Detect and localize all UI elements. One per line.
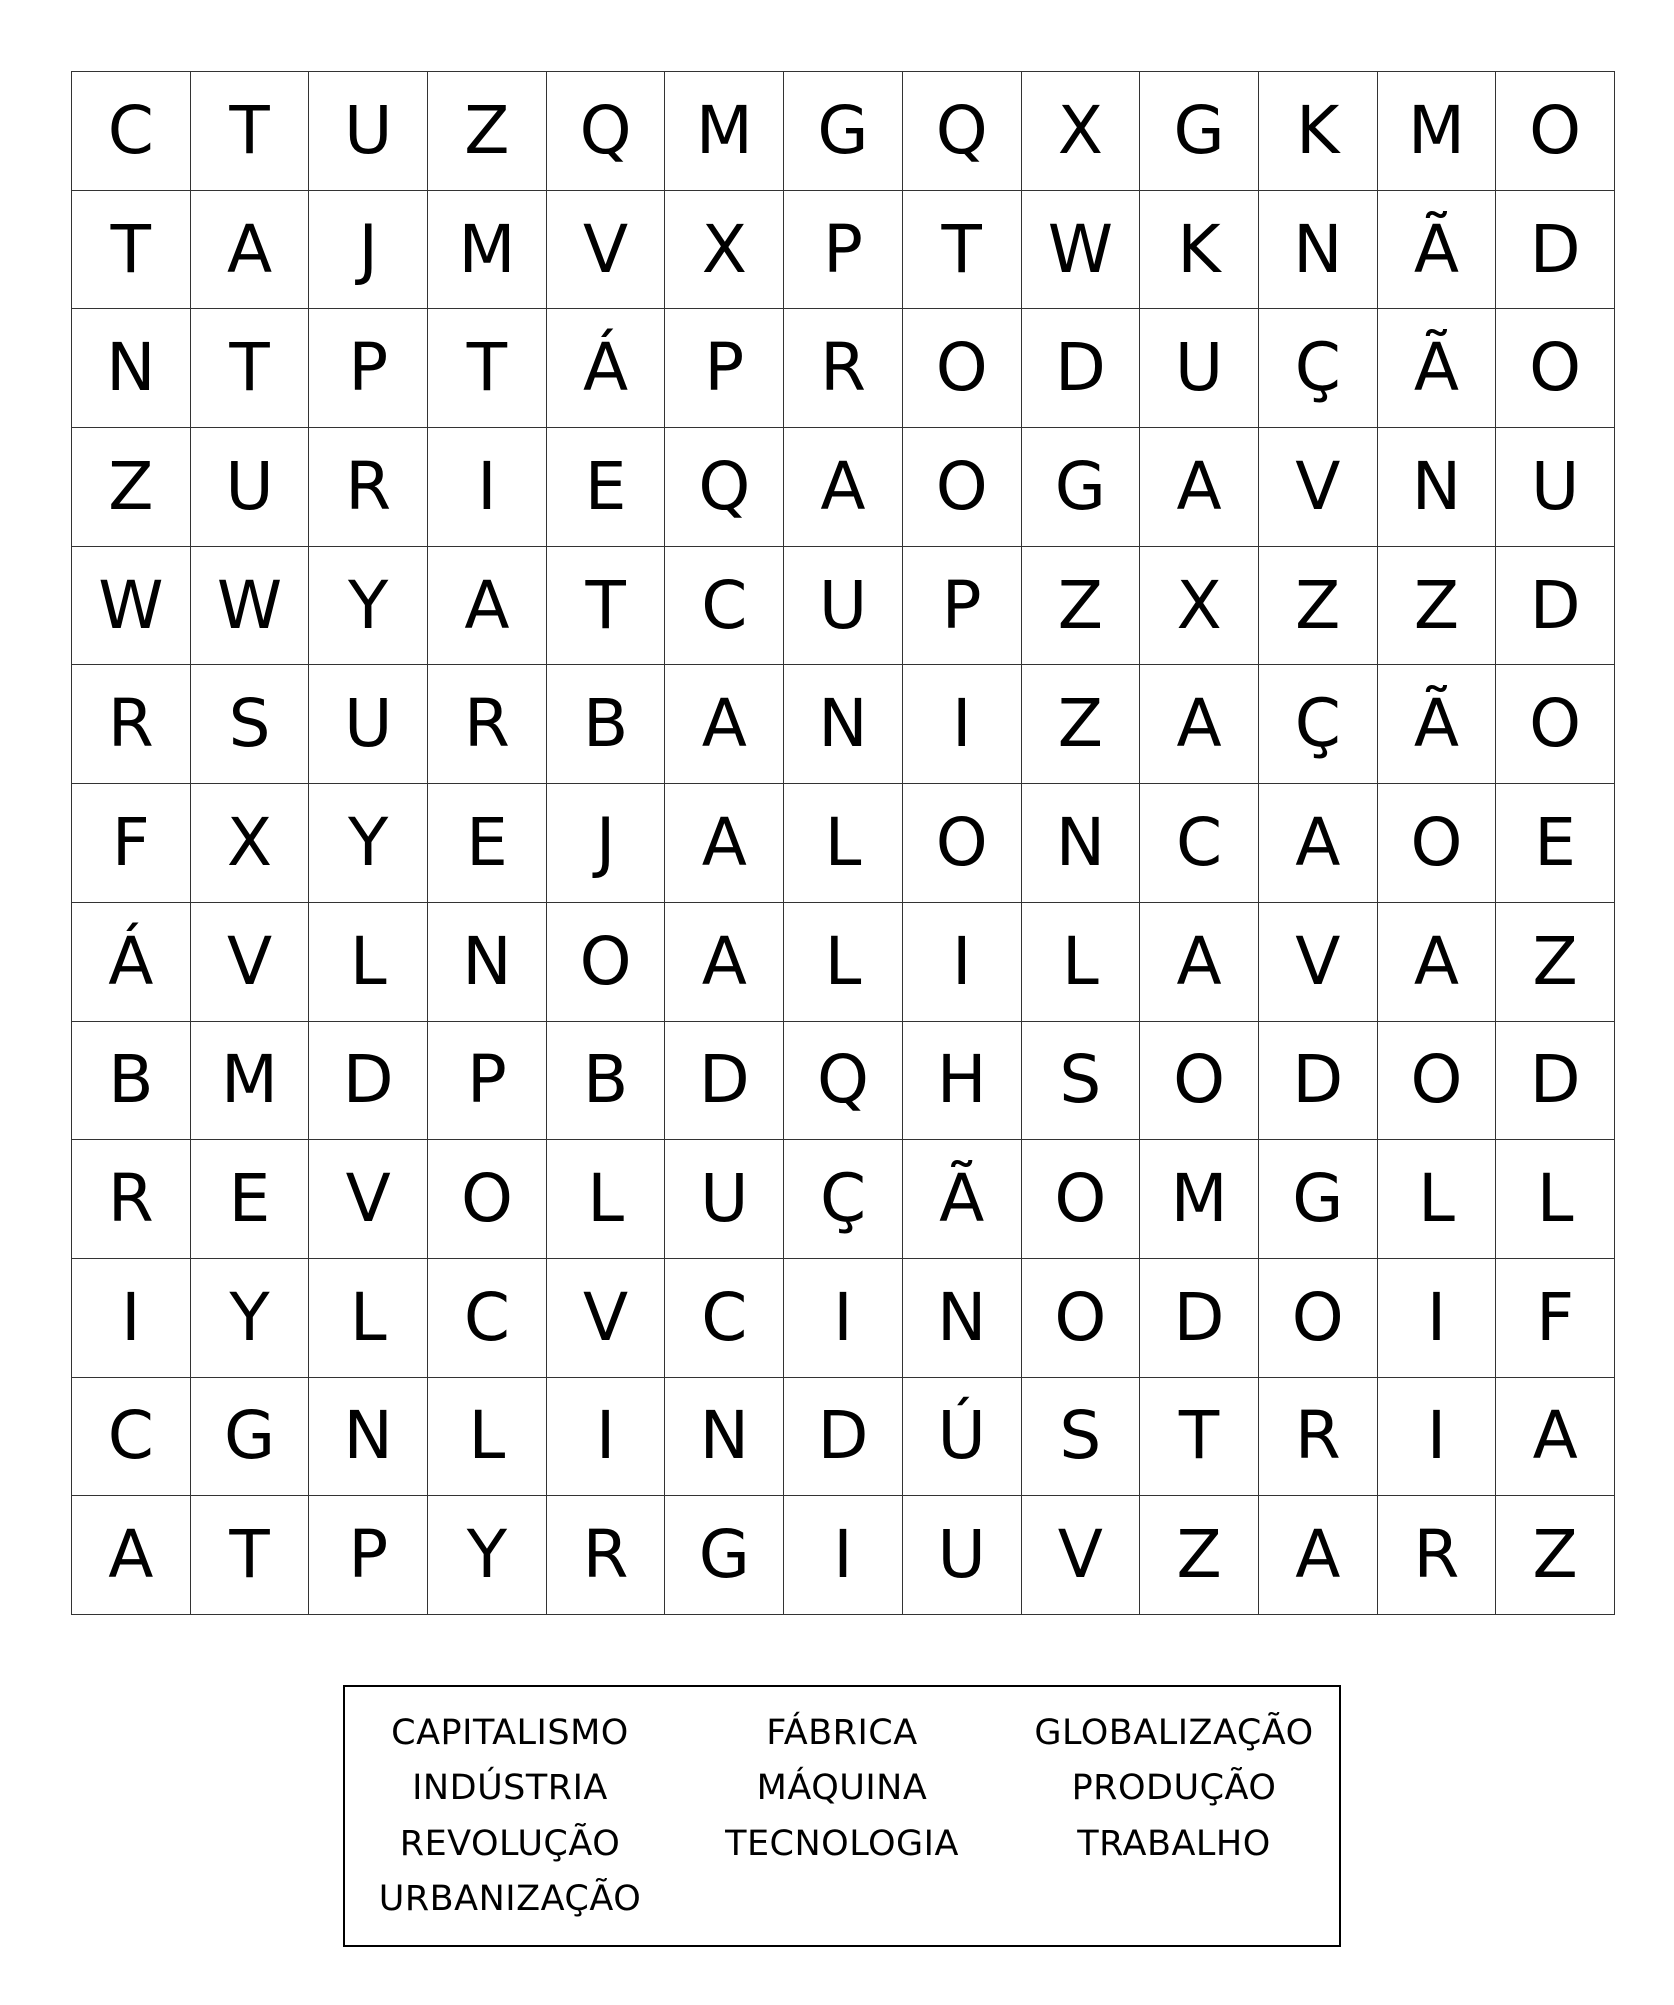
- grid-cell[interactable]: E: [1496, 784, 1615, 903]
- grid-cell[interactable]: N: [903, 1259, 1022, 1378]
- grid-cell[interactable]: Z: [1378, 547, 1497, 666]
- grid-cell[interactable]: I: [428, 428, 547, 547]
- grid-cell[interactable]: B: [547, 665, 666, 784]
- grid-cell[interactable]: L: [309, 1259, 428, 1378]
- grid-cell[interactable]: V: [309, 1140, 428, 1259]
- grid-cell[interactable]: R: [784, 309, 903, 428]
- grid-cell[interactable]: Z: [1140, 1496, 1259, 1615]
- grid-cell[interactable]: Ç: [784, 1140, 903, 1259]
- grid-cell[interactable]: G: [191, 1378, 310, 1497]
- grid-cell[interactable]: Q: [784, 1022, 903, 1141]
- grid-cell[interactable]: O: [1378, 784, 1497, 903]
- grid-cell[interactable]: E: [547, 428, 666, 547]
- grid-cell[interactable]: G: [1259, 1140, 1378, 1259]
- grid-cell[interactable]: Ã: [1378, 309, 1497, 428]
- grid-cell[interactable]: U: [665, 1140, 784, 1259]
- grid-cell[interactable]: M: [1378, 72, 1497, 191]
- grid-cell[interactable]: V: [1022, 1496, 1141, 1615]
- grid-cell[interactable]: E: [428, 784, 547, 903]
- grid-cell[interactable]: D: [1496, 547, 1615, 666]
- grid-cell[interactable]: Q: [903, 72, 1022, 191]
- grid-cell[interactable]: Y: [309, 784, 428, 903]
- word-bank-item: TRABALHO: [1077, 1823, 1271, 1864]
- grid-cell[interactable]: Z: [1022, 665, 1141, 784]
- grid-cell[interactable]: R: [1378, 1496, 1497, 1615]
- grid-cell[interactable]: B: [72, 1022, 191, 1141]
- grid-cell[interactable]: P: [784, 191, 903, 310]
- grid-cell[interactable]: O: [1496, 309, 1615, 428]
- grid-cell[interactable]: D: [784, 1378, 903, 1497]
- grid-cell[interactable]: V: [1259, 428, 1378, 547]
- grid-cell[interactable]: N: [784, 665, 903, 784]
- grid-cell[interactable]: N: [1378, 428, 1497, 547]
- grid-cell[interactable]: I: [1378, 1259, 1497, 1378]
- grid-cell[interactable]: Z: [72, 428, 191, 547]
- grid-cell[interactable]: Ã: [1378, 191, 1497, 310]
- grid-cell[interactable]: C: [72, 1378, 191, 1497]
- grid-cell[interactable]: O: [547, 903, 666, 1022]
- grid-cell[interactable]: C: [1140, 784, 1259, 903]
- grid-cell[interactable]: T: [428, 309, 547, 428]
- grid-cell[interactable]: X: [665, 191, 784, 310]
- grid-cell[interactable]: A: [1259, 1496, 1378, 1615]
- grid-cell[interactable]: I: [903, 903, 1022, 1022]
- grid-cell[interactable]: T: [191, 309, 310, 428]
- grid-cell[interactable]: A: [72, 1496, 191, 1615]
- grid-cell[interactable]: R: [72, 1140, 191, 1259]
- grid-cell[interactable]: I: [784, 1496, 903, 1615]
- word-bank-item: PRODUÇÃO: [1071, 1768, 1277, 1809]
- grid-cell[interactable]: Ç: [1259, 665, 1378, 784]
- grid-cell[interactable]: A: [1496, 1378, 1615, 1497]
- grid-cell[interactable]: Ã: [1378, 665, 1497, 784]
- grid-cell[interactable]: N: [428, 903, 547, 1022]
- grid-cell[interactable]: L: [428, 1378, 547, 1497]
- grid-cell[interactable]: L: [309, 903, 428, 1022]
- grid-cell[interactable]: A: [1378, 903, 1497, 1022]
- grid-cell[interactable]: C: [665, 547, 784, 666]
- grid-cell[interactable]: Z: [1496, 1496, 1615, 1615]
- grid-cell[interactable]: U: [309, 72, 428, 191]
- grid-cell[interactable]: O: [903, 428, 1022, 547]
- grid-cell[interactable]: V: [1259, 903, 1378, 1022]
- grid-cell[interactable]: D: [309, 1022, 428, 1141]
- word-bank-item: INDÚSTRIA: [412, 1768, 608, 1809]
- grid-cell[interactable]: G: [784, 72, 903, 191]
- grid-cell[interactable]: Z: [1022, 547, 1141, 666]
- grid-cell[interactable]: W: [72, 547, 191, 666]
- grid-cell[interactable]: H: [903, 1022, 1022, 1141]
- grid-cell[interactable]: S: [191, 665, 310, 784]
- grid-cell[interactable]: B: [547, 1022, 666, 1141]
- grid-cell[interactable]: N: [665, 1378, 784, 1497]
- grid-cell[interactable]: M: [1140, 1140, 1259, 1259]
- grid-cell[interactable]: O: [1378, 1022, 1497, 1141]
- word-bank-item: REVOLUÇÃO: [399, 1823, 621, 1864]
- word-bank-item: URBANIZAÇÃO: [378, 1879, 642, 1920]
- grid-cell[interactable]: P: [903, 547, 1022, 666]
- word-search-grid: [71, 71, 1615, 1615]
- word-bank-item: GLOBALIZAÇÃO: [1034, 1712, 1314, 1753]
- grid-cell[interactable]: Y: [191, 1259, 310, 1378]
- grid-cell[interactable]: R: [428, 665, 547, 784]
- grid-cell[interactable]: P: [309, 1496, 428, 1615]
- grid-cell[interactable]: A: [1140, 903, 1259, 1022]
- grid-cell[interactable]: F: [1496, 1259, 1615, 1378]
- grid-cell[interactable]: N: [309, 1378, 428, 1497]
- grid-cell[interactable]: A: [665, 665, 784, 784]
- grid-cell[interactable]: Z: [1496, 903, 1615, 1022]
- grid-cell[interactable]: U: [903, 1496, 1022, 1615]
- grid-cell[interactable]: I: [1378, 1378, 1497, 1497]
- grid-cell[interactable]: L: [784, 903, 903, 1022]
- grid-cell[interactable]: J: [309, 191, 428, 310]
- grid-cell[interactable]: T: [72, 191, 191, 310]
- word-bank-item: MÁQUINA: [756, 1768, 928, 1809]
- grid-cell[interactable]: U: [1140, 309, 1259, 428]
- grid-cell[interactable]: M: [191, 1022, 310, 1141]
- grid-cell[interactable]: D: [1259, 1022, 1378, 1141]
- grid-cell[interactable]: R: [1259, 1378, 1378, 1497]
- grid-cell[interactable]: T: [1140, 1378, 1259, 1497]
- grid-cell[interactable]: Ã: [903, 1140, 1022, 1259]
- grid-cell[interactable]: G: [1022, 428, 1141, 547]
- grid-cell[interactable]: D: [1022, 309, 1141, 428]
- grid-cell[interactable]: W: [191, 547, 310, 666]
- grid-cell[interactable]: T: [547, 547, 666, 666]
- word-bank-item: TECNOLOGIA: [725, 1823, 959, 1864]
- grid-cell[interactable]: N: [1259, 191, 1378, 310]
- grid-cell[interactable]: O: [1022, 1259, 1141, 1378]
- grid-cell[interactable]: G: [1140, 72, 1259, 191]
- grid-cell[interactable]: O: [1259, 1259, 1378, 1378]
- grid-cell[interactable]: O: [903, 784, 1022, 903]
- grid-cell[interactable]: R: [72, 665, 191, 784]
- word-bank: [343, 1685, 1341, 1947]
- grid-cell[interactable]: C: [72, 72, 191, 191]
- grid-cell[interactable]: Á: [72, 903, 191, 1022]
- grid-cell[interactable]: X: [191, 784, 310, 903]
- grid-cell[interactable]: O: [1140, 1022, 1259, 1141]
- grid-cell[interactable]: X: [1140, 547, 1259, 666]
- grid-cell[interactable]: S: [1022, 1022, 1141, 1141]
- grid-cell[interactable]: Y: [428, 1496, 547, 1615]
- grid-cell[interactable]: Ú: [903, 1378, 1022, 1497]
- grid-cell[interactable]: I: [72, 1259, 191, 1378]
- word-bank-item: FÁBRICA: [766, 1712, 918, 1753]
- grid-cell[interactable]: K: [1140, 191, 1259, 310]
- grid-cell[interactable]: T: [191, 72, 310, 191]
- grid-cell[interactable]: I: [784, 1259, 903, 1378]
- word-bank-item: [1009, 1872, 1339, 1928]
- grid-cell[interactable]: D: [1496, 191, 1615, 310]
- grid-cell[interactable]: W: [1022, 191, 1141, 310]
- grid-cell[interactable]: V: [547, 191, 666, 310]
- grid-cell[interactable]: U: [309, 665, 428, 784]
- grid-cell[interactable]: O: [428, 1140, 547, 1259]
- grid-cell[interactable]: O: [903, 309, 1022, 428]
- grid-cell[interactable]: A: [428, 547, 547, 666]
- grid-cell[interactable]: M: [428, 191, 547, 310]
- grid-cell[interactable]: K: [1259, 72, 1378, 191]
- grid-cell[interactable]: R: [309, 428, 428, 547]
- grid-cell[interactable]: A: [665, 903, 784, 1022]
- grid-cell[interactable]: T: [191, 1496, 310, 1615]
- grid-cell[interactable]: Q: [665, 428, 784, 547]
- grid-cell[interactable]: U: [784, 547, 903, 666]
- grid-cell[interactable]: P: [665, 309, 784, 428]
- word-bank-item: CAPITALISMO: [391, 1712, 629, 1753]
- grid-cell[interactable]: P: [428, 1022, 547, 1141]
- grid-cell[interactable]: O: [1496, 665, 1615, 784]
- grid-cell[interactable]: I: [547, 1378, 666, 1497]
- grid-cell[interactable]: A: [784, 428, 903, 547]
- grid-cell[interactable]: O: [1496, 72, 1615, 191]
- grid-cell[interactable]: A: [1140, 665, 1259, 784]
- grid-cell[interactable]: Z: [428, 72, 547, 191]
- grid-cell[interactable]: E: [191, 1140, 310, 1259]
- grid-cell[interactable]: X: [1022, 72, 1141, 191]
- grid-cell[interactable]: C: [665, 1259, 784, 1378]
- grid-cell[interactable]: U: [191, 428, 310, 547]
- grid-cell[interactable]: V: [191, 903, 310, 1022]
- grid-cell[interactable]: D: [1140, 1259, 1259, 1378]
- grid-cell[interactable]: V: [547, 1259, 666, 1378]
- grid-cell[interactable]: L: [784, 784, 903, 903]
- grid-cell[interactable]: T: [903, 191, 1022, 310]
- grid-cell[interactable]: U: [1496, 428, 1615, 547]
- grid-cell[interactable]: N: [72, 309, 191, 428]
- grid-cell[interactable]: L: [1496, 1140, 1615, 1259]
- grid-cell[interactable]: A: [1259, 784, 1378, 903]
- grid-cell[interactable]: F: [72, 784, 191, 903]
- grid-cell[interactable]: Ç: [1259, 309, 1378, 428]
- grid-cell[interactable]: J: [547, 784, 666, 903]
- grid-cell[interactable]: N: [1022, 784, 1141, 903]
- grid-cell[interactable]: P: [309, 309, 428, 428]
- grid-cell[interactable]: M: [665, 72, 784, 191]
- grid-cell[interactable]: R: [547, 1496, 666, 1615]
- grid-cell[interactable]: L: [1022, 903, 1141, 1022]
- grid-cell[interactable]: L: [1378, 1140, 1497, 1259]
- grid-cell[interactable]: Z: [1259, 547, 1378, 666]
- grid-cell[interactable]: A: [191, 191, 310, 310]
- grid-cell[interactable]: C: [428, 1259, 547, 1378]
- grid-cell[interactable]: O: [1022, 1140, 1141, 1259]
- grid-cell[interactable]: Q: [547, 72, 666, 191]
- grid-cell[interactable]: A: [665, 784, 784, 903]
- grid-cell[interactable]: I: [903, 665, 1022, 784]
- grid-cell[interactable]: Y: [309, 547, 428, 666]
- word-bank-item: [675, 1872, 1009, 1928]
- grid-cell[interactable]: Á: [547, 309, 666, 428]
- grid-cell[interactable]: D: [1496, 1022, 1615, 1141]
- grid-cell[interactable]: A: [1140, 428, 1259, 547]
- grid-cell[interactable]: L: [547, 1140, 666, 1259]
- grid-cell[interactable]: S: [1022, 1378, 1141, 1497]
- grid-cell[interactable]: D: [665, 1022, 784, 1141]
- grid-cell[interactable]: G: [665, 1496, 784, 1615]
